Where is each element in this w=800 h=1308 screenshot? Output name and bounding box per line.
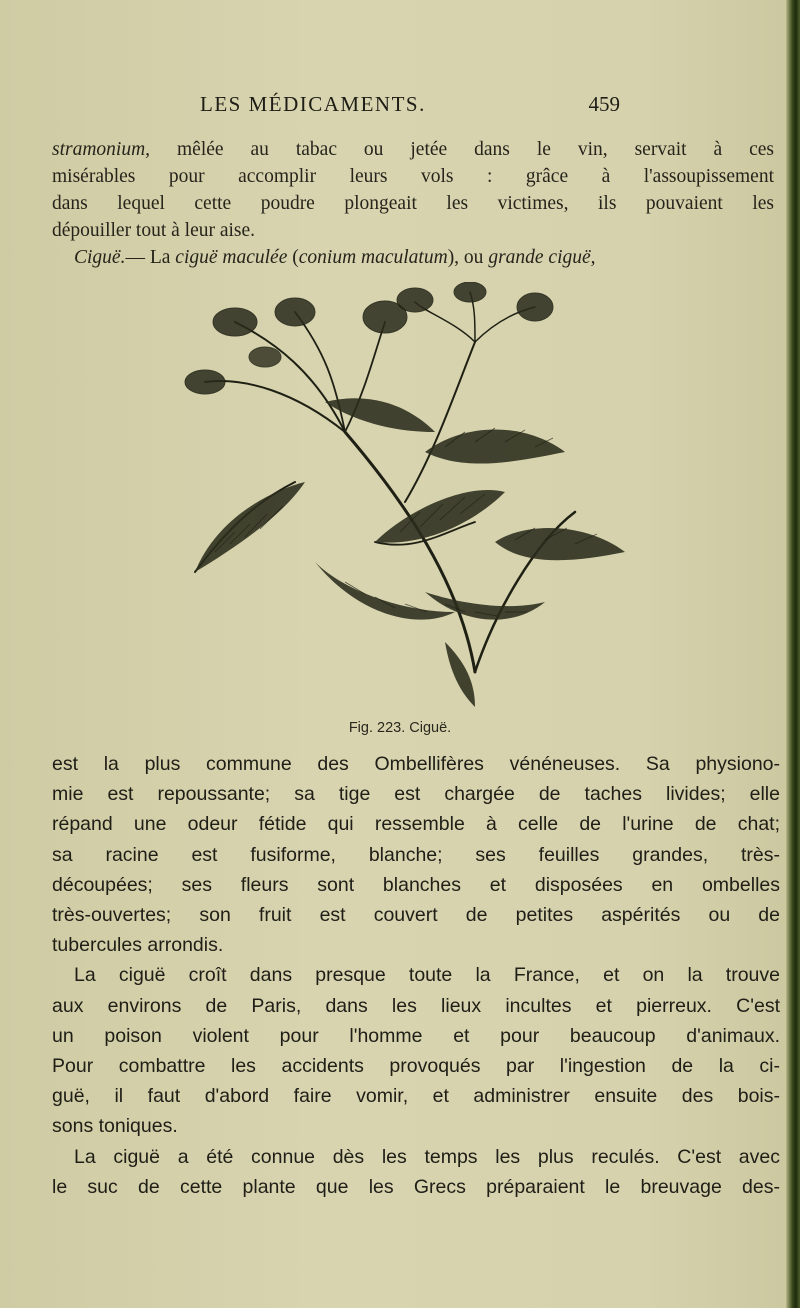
text-span: mêlée au tabac ou jetée dans le vin, servait à ces bbox=[150, 139, 774, 160]
text-span: ), ou bbox=[447, 247, 489, 268]
text-line: tubercules arrondis. bbox=[52, 934, 224, 957]
book-spine-edge bbox=[786, 0, 800, 1308]
text-line bbox=[52, 136, 774, 163]
text-line: guë, il faut d'abord faire vomir, et administrer ensuite des bois- bbox=[52, 1085, 780, 1108]
text-line: très-ouvertes; son fruit est couvert de petites aspérités ou de bbox=[52, 904, 780, 927]
text-line: mie est repoussante; sa tige est chargée de taches livides; elle bbox=[52, 783, 780, 806]
latin-name: conium maculatum bbox=[298, 247, 448, 268]
text-line: répand une odeur fétide qui ressemble à celle de l'urine de chat; bbox=[52, 813, 780, 836]
text-line: sa racine est fusiforme, blanche; ses feuilles grandes, très- bbox=[52, 843, 780, 866]
text-line: le suc de cette plante que les Grecs préparaient le breuvage des- bbox=[52, 1175, 780, 1198]
top-paragraph bbox=[52, 136, 774, 271]
text-line: sons toniques. bbox=[52, 1115, 178, 1138]
header-title: LES MÉDICAMENTS. bbox=[200, 92, 426, 116]
text-span: — La bbox=[125, 247, 176, 268]
text-span: ( bbox=[287, 247, 299, 268]
figure-caption: Fig. 223. Ciguë. bbox=[348, 720, 452, 736]
section-heading: Ciguë. bbox=[74, 247, 126, 268]
running-header bbox=[200, 92, 630, 128]
hemlock-illustration bbox=[175, 282, 635, 712]
main-text bbox=[52, 749, 780, 1202]
text-line: aux environs de Paris, dans les lieux incultes et pierreux. C'est bbox=[52, 994, 780, 1017]
text-line: un poison violent pour l'homme et pour beaucoup d'animaux. bbox=[52, 1024, 780, 1047]
alternate-name: grande ciguë, bbox=[488, 247, 596, 268]
common-name: ciguë maculée bbox=[175, 247, 288, 268]
page-number: 459 bbox=[588, 92, 620, 116]
text-line: La ciguë croît dans presque toute la France, et on la trouve bbox=[74, 964, 780, 987]
text-line: dans lequel cette poudre plongeait les victimes, ils pouvaient les bbox=[52, 193, 774, 214]
text-line: dépouiller tout à leur aise. bbox=[52, 220, 256, 241]
text-line: est la plus commune des Ombellifères vénéneuses. Sa physiono- bbox=[52, 753, 780, 775]
text-line: découpées; ses fleurs sont blanches et disposées en ombelles bbox=[52, 873, 780, 896]
text-line: misérables pour accomplir leurs vols : grâce à l'assoupissement bbox=[52, 166, 774, 187]
latin-term: stramonium, bbox=[52, 139, 151, 160]
text-line: Pour combattre les accidents provoqués par l'ingestion de la ci- bbox=[52, 1055, 780, 1078]
text-line: La ciguë a été connue dès les temps les plus reculés. C'est avec bbox=[74, 1145, 780, 1168]
text-line bbox=[52, 244, 774, 271]
